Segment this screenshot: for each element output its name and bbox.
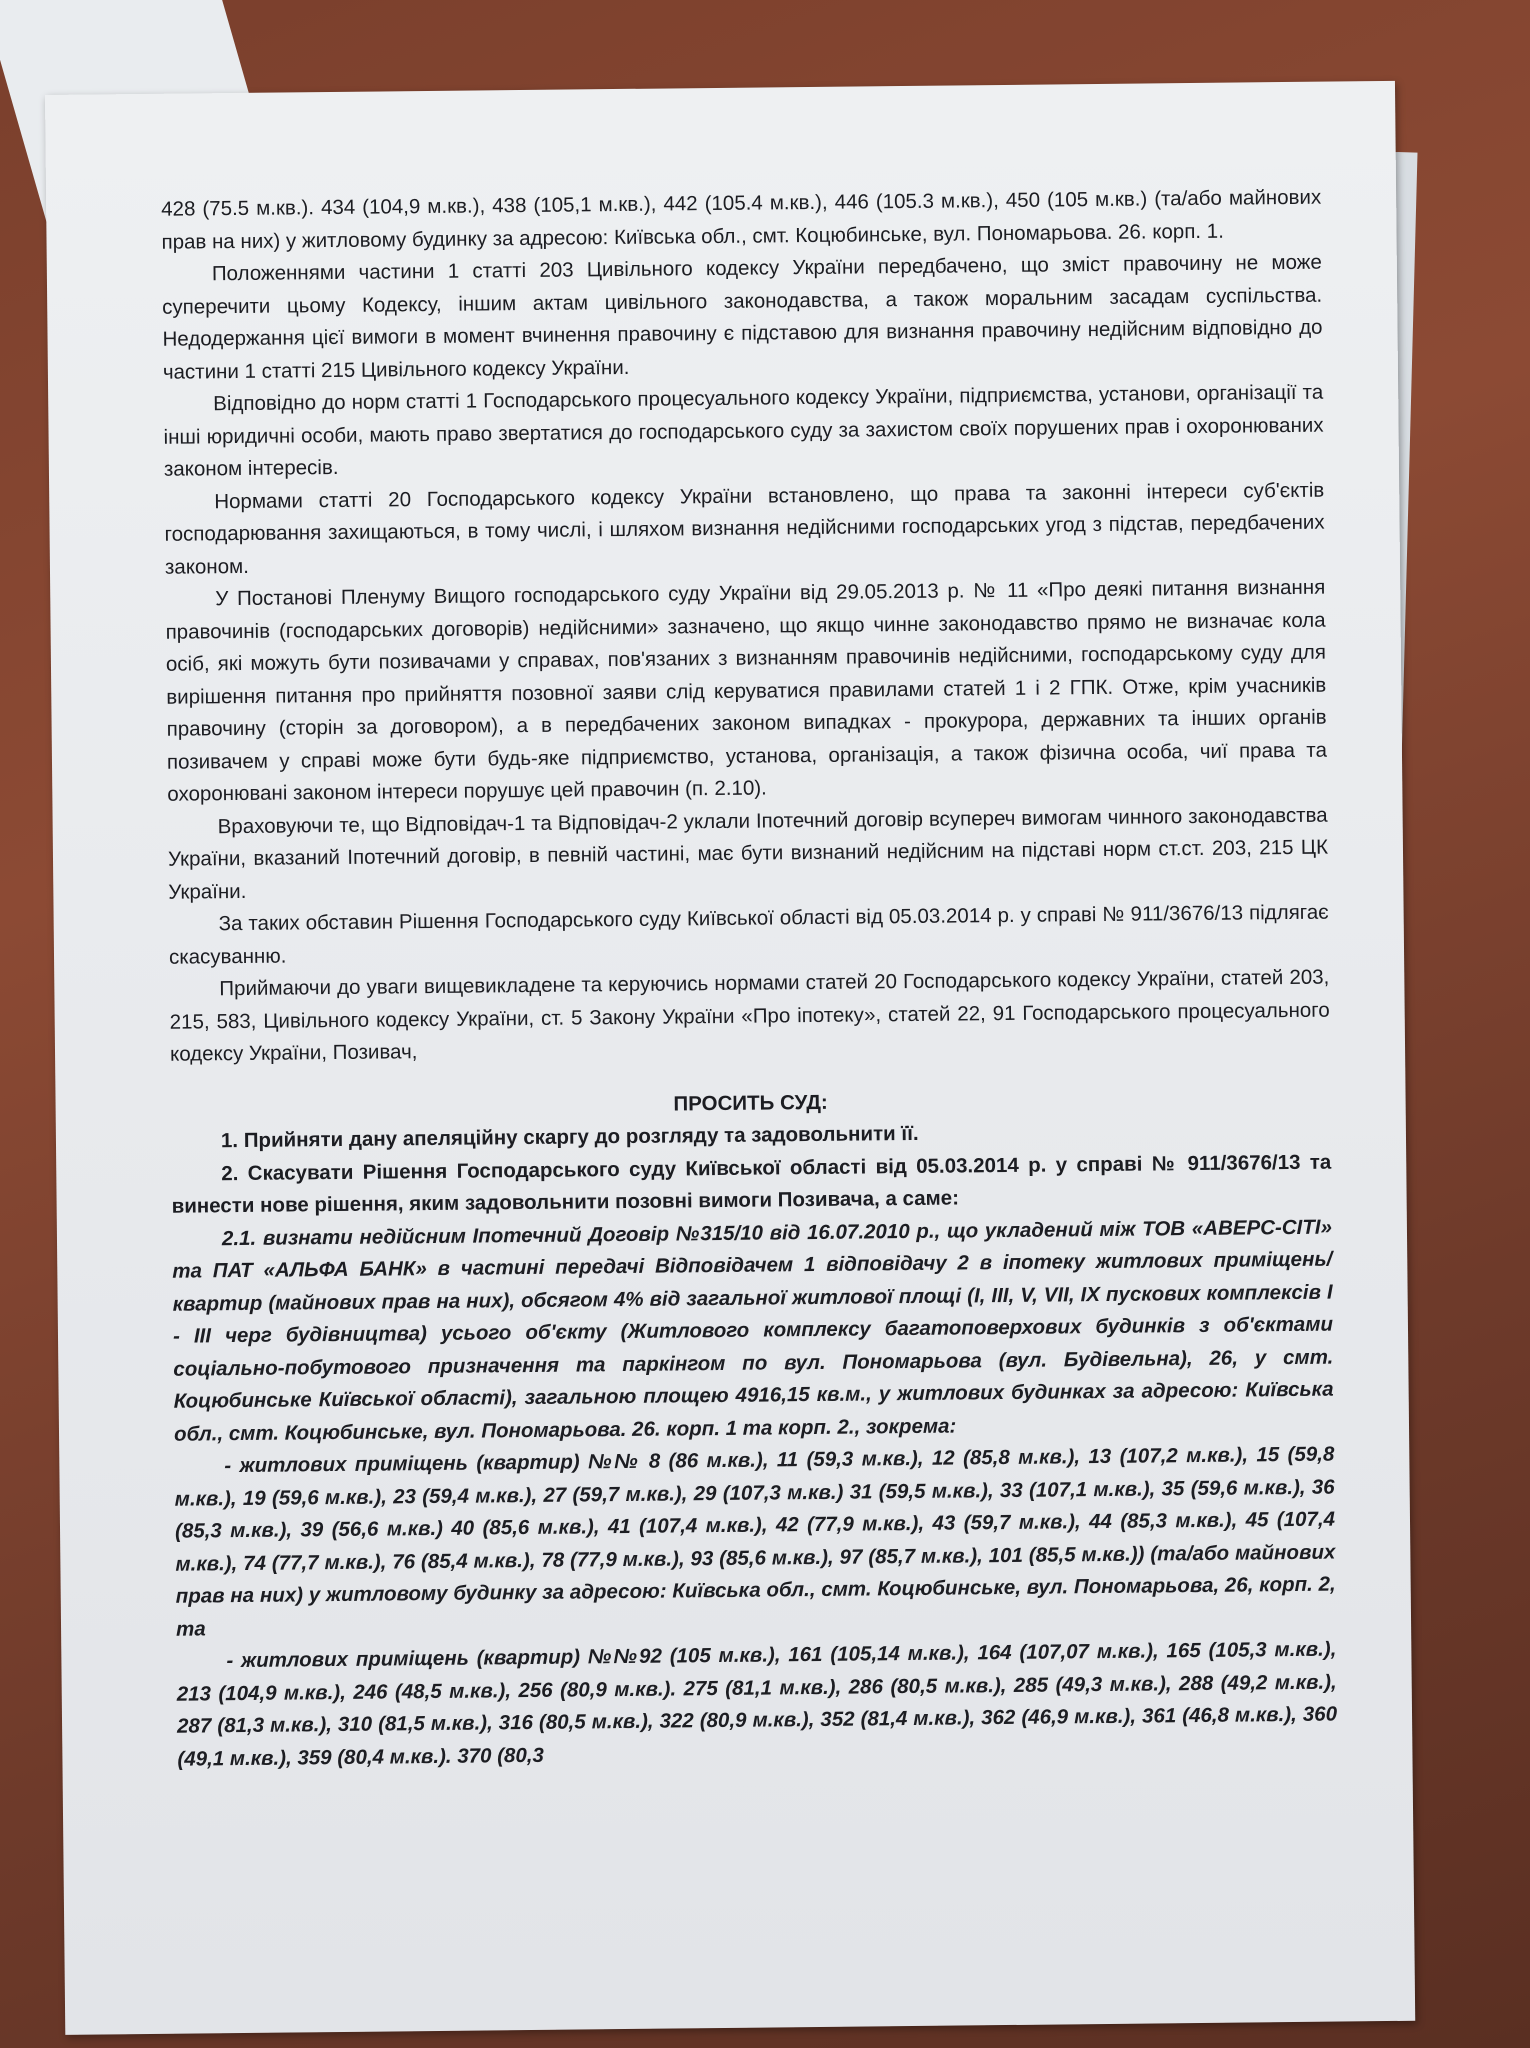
apartment-list-building-2: - житлових приміщень (квартир) №№ 8 (86 м.кв.), 11 (59,3 м.кв.), 12 (85,8 м.кв.), 13 (107,2 м.кв.), 15 (59,8 м.кв.), 19 (59,6 м.кв.), 23 (59,4 м.кв.), 27 (59,7 м.кв.), 29 (107,3 м.кв.) 31 (59,5 м.кв.), 33 (107,1 м.кв.), 35 (59,6 м.кв.), 36 (85,3 м.кв.), 39 (56,6 м.кв.) 40 (85,6 м.кв.), 41 (107,4 м.кв.), 42 (77,9 м.кв.), 43 (59,7 м.кв.), 44 (85,3 м.кв.), 45 (107,4 м.кв.), 74 (77,7 м.кв.), 76 (85,4 м.кв.), 78 (77,9 м.кв.), 93 (85,6 м.кв.), 97 (85,7 м.кв.), 101 (85,5 м.кв.)) (та/або майнових прав на них) у житловому будинку за адресою: Київська обл., смт. Коцюбинське, вул. Пономарьова, 26, корп. 2, та — [174, 1442, 1336, 1641]
paragraph: 428 (75.5 м.кв.). 434 (104,9 м.кв.), 438 (105,1 м.кв.), 442 (105.4 м.кв.), 446 (105.3 м.кв.), 450 (105 м.кв.) (та/або майнових прав на них) у житловому будинку за адресою: Київська обл., смт. Коцюбинське, вул. Пономарьова. 26. корп. 1. — [161, 185, 1322, 254]
document-body — [161, 182, 1338, 1776]
paragraph: Враховуючи те, що Відповідач-1 та Відповідач-2 уклали Іпотечний договір всупереч вимогам чинного законодавства України, вказаний Іпотечний договір, в певній частині, має бути визнаний недійсним на підставі норм ст.ст. 203, 215 ЦК України. — [167, 803, 1329, 904]
apartment-list-building-1: - житлових приміщень (квартир) №№92 (105 м.кв.), 161 (105,14 м.кв.), 164 (107,07 м.кв.), 165 (105,3 м.кв.), 213 (104,9 м.кв.), 246 (48,5 м.кв.), 256 (80,9 м.кв.). 275 (81,1 м.кв.), 286 (80,5 м.кв.), 285 (49,3 м.кв.), 288 (49,2 м.кв.), 287 (81,3 м.кв.), 310 (81,5 м.кв.), 316 (80,5 м.кв.), 322 (80,9 м.кв.), 352 (81,4 м.кв.), 362 (46,9 м.кв.), 361 (46,8 м.кв.), 360 (49,1 м.кв.), 359 (80,4 м.кв.). 370 (80,3 — [176, 1637, 1338, 1771]
paragraph: За таких обставин Рішення Господарського суду Київської області від 05.03.2014 р. у справі № 911/3676/13 підлягає скасуванню. — [168, 900, 1329, 969]
request-item-2: 2. Скасувати Рішення Господарського суду Київської області від 05.03.2014 р. у справі № 911/3676/13 та винести нове рішення, яким задовольнити позовні вимоги Позивача, а саме: — [171, 1150, 1332, 1218]
section-heading: ПРОСИТЬ СУД: — [673, 1090, 828, 1115]
paragraph: Положеннями частини 1 статті 203 Цивільного кодексу України передбачено, що зміст правочину не може суперечити цьому Кодексу, іншим актам цивільного законодавства, а також моральним засадам суспільства. Недодержання цієї вимоги в момент вчинення правочину є підставою для визнання правочину недійсним відповідно до частини 1 статті 215 Цивільного кодексу України. — [162, 250, 1323, 384]
document-page — [45, 81, 1415, 2035]
paragraph: У Постанові Пленуму Вищого господарського суду України від 29.05.2013 р. № 11 «Про деякі питання визнання правочинів (господарських договорів) недійсними» зазначено, що якщо чинне законодавство прямо не визначає кола осіб, які можуть бути позивачами у справах, пов'язаних з визнанням правочинів недійсними, господарському суду для вирішення питання про прийняття позовної заяви слід керуватися правилами статей 1 і 2 ГПК. Отже, крім учасників правочину (сторін за договором), а в передбачених законом випадках - прокурора, державних та інших органів позивачем у справі може бути будь-яке підприємство, установа, організація, а також фізична особа, чиї права та охоронювані законом інтереси порушує цей правочин (п. 2.10). — [165, 575, 1328, 806]
request-item-2-1: 2.1. визнати недійсним Іпотечний Договір №315/10 від 16.07.2010 р., що укладений між ТОВ «АВЕРС-СІТІ» та ПАТ «АЛЬФА БАНК» в частині передачі Відповідачем 1 відповідачу 2 в іпотеку житлових приміщень/квартир (майнових прав на них), обсягом 4% від загальної житлової площі (I, III, V, VII, IX пускових комплексів I - III черг будівництва) усього об'єкту (Житлового комплексу багатоповерхових будинків з об'єктами соціально-побутового призначення та паркінгом по вул. Пономарьова (вул. Будівельна), 26, у смт. Коцюбинське Київської області), загальною площею 4916,15 кв.м., у житлових будинках за адресою: Київська обл., смт. Коцюбинське, вул. Пономарьова. 26. корп. 1 та корп. 2., зокрема: — [172, 1215, 1334, 1446]
paragraph: Приймаючи до уваги вищевикладене та керуючись нормами статей 20 Господарського кодексу України, статей 203, 215, 583, Цивільного кодексу України, ст. 5 Закону України «Про іпотеку», статей 22, 91 Господарського процесуального кодексу України, Позивач, — [169, 965, 1330, 1066]
paragraph: Відповідно до норм статті 1 Господарського процесуального кодексу України, підприємства, установи, організації та інші юридичні особи, мають право звертатися до господарського суду за захистом своїх порушених прав і охоронюваних законом інтересів. — [163, 380, 1324, 481]
paragraph: Нормами статті 20 Господарського кодексу України встановлено, що права та законні інтереси суб'єктів господарювання захищаються, в тому числі, і шляхом визнання недійсними господарських угод з підстав, передбачених законом. — [164, 478, 1325, 579]
request-item-1: 1. Прийняти дану апеляційну скаргу до розгляду та задовольнити її. — [220, 1121, 919, 1153]
